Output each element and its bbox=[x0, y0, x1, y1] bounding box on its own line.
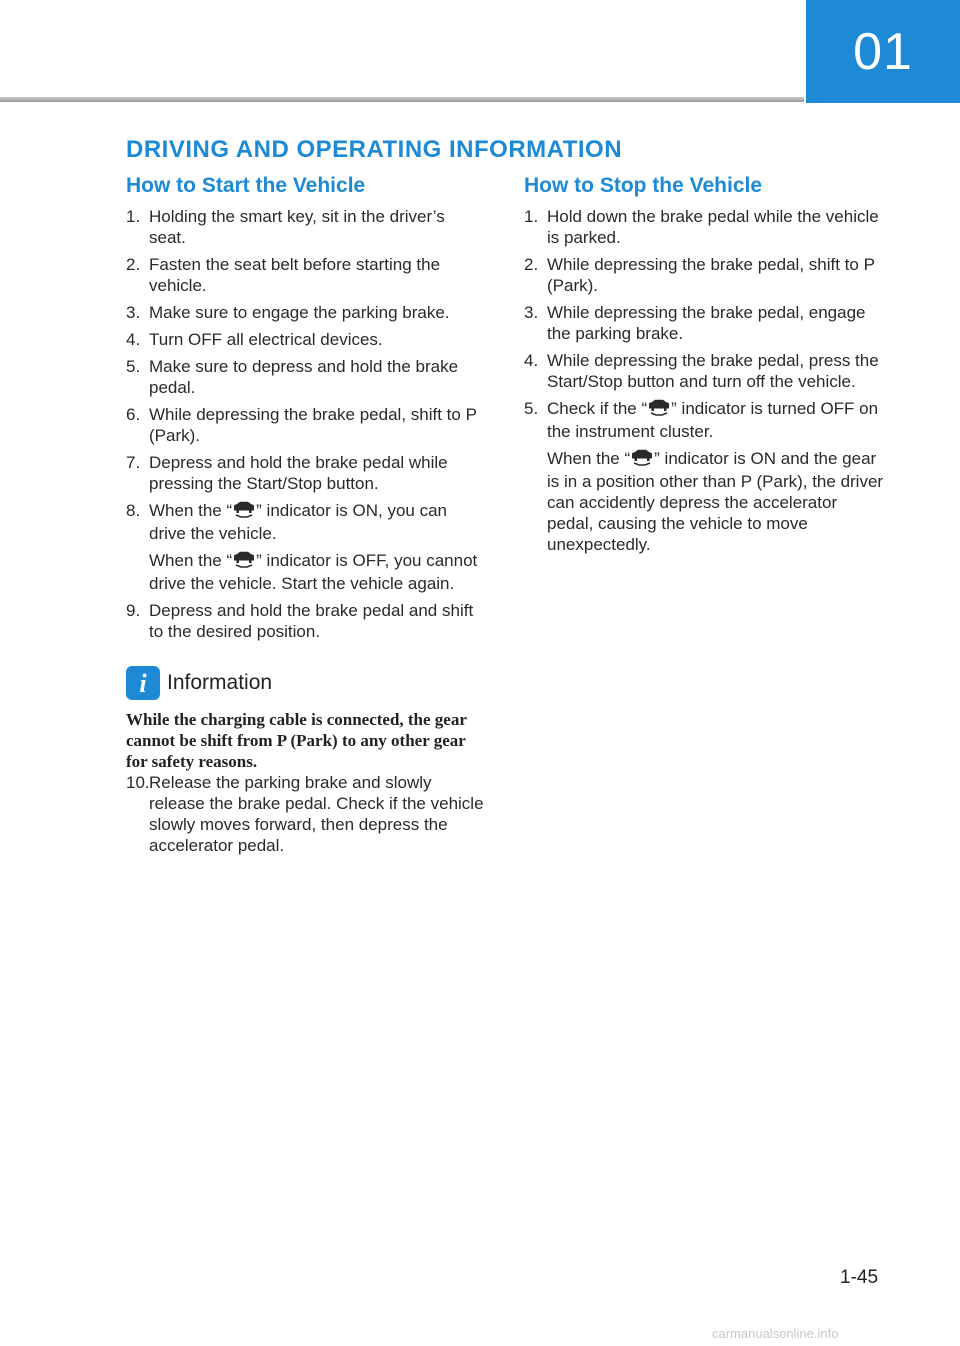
information-box bbox=[126, 666, 486, 772]
information-header bbox=[126, 666, 486, 700]
svg-text:i: i bbox=[139, 669, 147, 698]
list-item: 5. Check if the “ ” indicator is turned OFF on the instrument cluster. When the “ ” indicator is ON and the gear is in a position other than P (Park), the driver can accidently depress the accelerator pedal, causing the vehicle to move unexpectedly. bbox=[524, 399, 884, 554]
list-item: 3. Make sure to engage the parking brake. bbox=[126, 303, 450, 322]
start-vehicle-column bbox=[126, 174, 486, 862]
ready-car-indicator-icon bbox=[233, 551, 255, 573]
chapter-tab bbox=[806, 0, 960, 103]
ready-car-indicator-icon bbox=[233, 501, 255, 523]
list-item: 5. Make sure to depress and hold the brake pedal. bbox=[126, 357, 459, 397]
watermark: carmanualsonline.info bbox=[712, 1326, 839, 1341]
list-item: 9. Depress and hold the brake pedal and shift to the desired position. bbox=[126, 601, 474, 641]
list-item: 4. Turn OFF all electrical devices. bbox=[126, 330, 383, 349]
page-number: 1-45 bbox=[840, 1267, 879, 1288]
list-item: 8. When the “ ” indicator is ON, you can drive the vehicle. When the “ ” indicator is OFF, you cannot drive the vehicle. Start the vehicle again. bbox=[126, 500, 486, 594]
list-item: 6. While depressing the brake pedal, shift to P (Park). bbox=[126, 405, 477, 445]
list-item: 2. Fasten the seat belt before starting the vehicle. bbox=[126, 255, 441, 295]
ready-car-indicator-icon bbox=[631, 449, 653, 471]
information-title: Information bbox=[167, 671, 273, 694]
start-steps-list bbox=[126, 206, 486, 642]
chapter-number: 01 bbox=[853, 22, 913, 81]
info-icon bbox=[126, 666, 160, 700]
ready-car-indicator-icon bbox=[648, 399, 670, 421]
stop-vehicle-column bbox=[524, 174, 884, 561]
indicator-off-note: When the “ ” indicator is OFF, you cannot drive the vehicle. Start the vehicle again. bbox=[149, 551, 478, 593]
list-item: 1. Holding the smart key, sit in the driver’s seat. bbox=[126, 207, 445, 247]
start-steps-list-continued bbox=[126, 772, 486, 856]
list-item: 4. While depressing the brake pedal, press the Start/Stop button and turn off the vehicle. bbox=[524, 351, 879, 391]
header-rule bbox=[0, 97, 804, 102]
list-item: 10. Release the parking brake and slowly release the brake pedal. Check if the vehicle slowly moves forward, then depress the accelerator pedal. bbox=[126, 773, 484, 855]
list-item: 2. While depressing the brake pedal, shift to P (Park). bbox=[524, 255, 875, 295]
stop-vehicle-heading: How to Stop the Vehicle bbox=[524, 174, 763, 197]
start-vehicle-heading: How to Start the Vehicle bbox=[126, 174, 366, 197]
information-body: While the charging cable is connected, the gear cannot be shift from P (Park) to any other gear for safety reasons. bbox=[126, 710, 467, 771]
indicator-on-warning: When the “ ” indicator is ON and the gear is in a position other than P (Park), the driver can accidently depress the accelerator pedal, causing the vehicle to move unexpectedly. bbox=[547, 449, 884, 554]
list-item: 7. Depress and hold the brake pedal while pressing the Start/Stop button. bbox=[126, 453, 448, 493]
list-item: 1. Hold down the brake pedal while the vehicle is parked. bbox=[524, 207, 879, 247]
stop-steps-list bbox=[524, 206, 884, 555]
section-title: DRIVING AND OPERATING INFORMATION bbox=[126, 136, 623, 163]
list-item: 3. While depressing the brake pedal, engage the parking brake. bbox=[524, 303, 866, 343]
